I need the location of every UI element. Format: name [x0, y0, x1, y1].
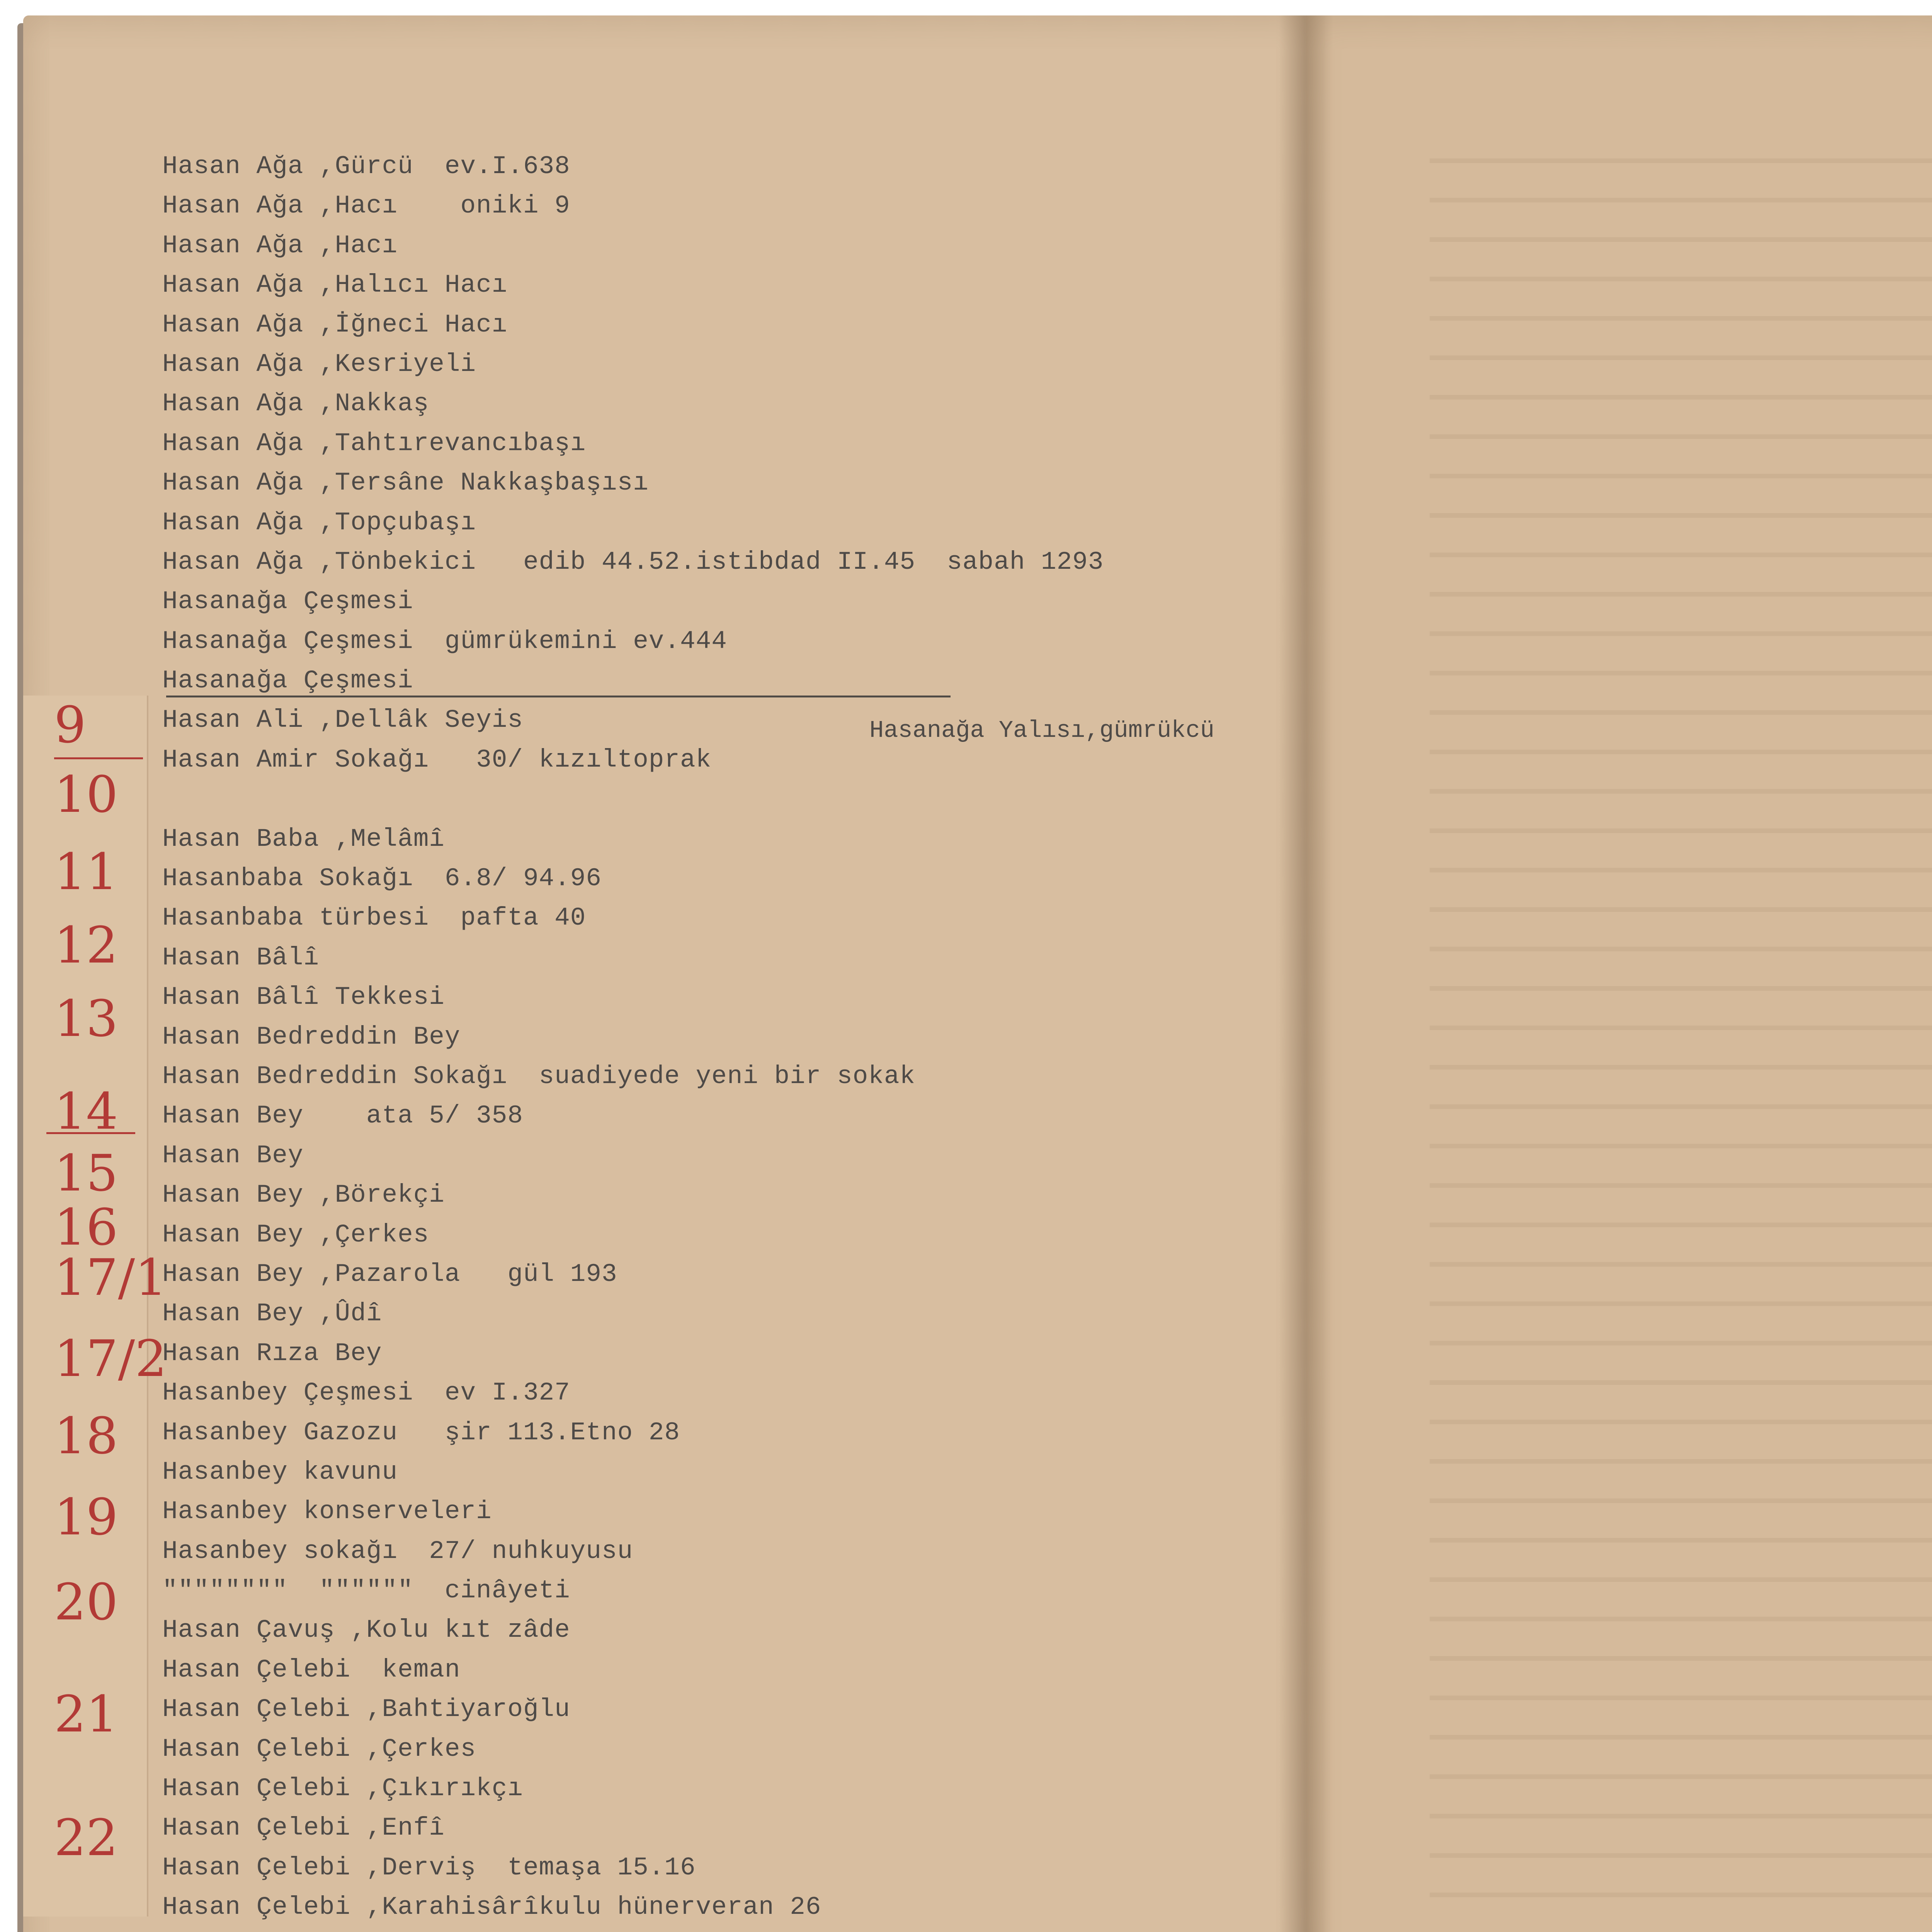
list-item: Hasan Çavuş ,Kolu kıt zâde [162, 1616, 570, 1645]
list-item: Hasan Ağa ,Tersâne Nakkaşbaşısı [162, 468, 649, 498]
ledger-number: 15 [54, 1144, 118, 1202]
list-item: Hasan Bey ata 5/ 358 [162, 1101, 523, 1131]
list-item: Hasanbaba türbesi pafta 40 [162, 903, 586, 933]
list-item: Hasan Bedreddin Sokağı suadiyede yeni bir sokak [162, 1061, 916, 1091]
list-item: Hasan Ağa ,Kesriyeli [162, 349, 476, 379]
entry-list [162, 147, 1244, 1932]
list-item: Hasanbey kavunu [162, 1457, 398, 1486]
ledger-number: 12 [54, 916, 118, 975]
ledger-number: 10 [54, 765, 118, 824]
list-item: Hasan Ağa ,İğneci Hacı [162, 310, 508, 339]
list-item: Hasan Amir Sokağı 30/ kızıltoprak [162, 745, 712, 774]
list-item: Hasan Çelebi ,Çerkes [162, 1734, 476, 1764]
list-item [162, 780, 1244, 819]
list-item: Hasan Bey ,Ûdî [162, 1299, 382, 1328]
section-divider [166, 696, 951, 697]
list-item: Hasanağa Çeşmesi [162, 587, 413, 616]
list-item: Hasan Bâlî Tekkesi [162, 983, 445, 1012]
red-underline [46, 1132, 135, 1134]
list-item: Hasan Çelebi ,Bahtiyaroğlu [162, 1695, 570, 1724]
list-item: Hasan Bey [162, 1141, 304, 1170]
list-item: Hasan Rıza Bey [162, 1338, 382, 1368]
ledger-number: 22 [54, 1808, 118, 1867]
ledger-number: 14 [54, 1082, 118, 1141]
list-item: Hasan Çelebi keman [162, 1655, 461, 1684]
ledger-number: 9 [54, 696, 86, 754]
list-item: Hasan Çelebi ,Karahisârîkulu hünerveran 26 [162, 1893, 821, 1922]
list-item: Hasan Bey ,Pazarola gül 193 [162, 1259, 617, 1289]
list-item: Hasan Ağa ,Hacı oniki 9 [162, 191, 570, 221]
list-item: Hasan Bey ,Börekçi [162, 1180, 445, 1210]
list-item: Hasan Bedreddin Bey [162, 1022, 461, 1051]
list-item: Hasanağa Çeşmesi [162, 666, 413, 696]
bleed-through-text [1430, 128, 1932, 1932]
list-item: Hasanbey Gazozu şir 113.Etno 28 [162, 1418, 680, 1447]
list-item: Hasan Ağa ,Tahtırevancıbaşı [162, 429, 586, 458]
ledger-number: 19 [54, 1488, 118, 1546]
list-item: Hasan Ağa ,Topçubaşı [162, 508, 476, 537]
side-note: Hasanağa Yalısı,gümrükcü [869, 717, 1214, 744]
list-item: Hasan Ağa ,Gürcü ev.I.638 [162, 152, 570, 181]
list-item: Hasanbaba Sokağı 6.8/ 94.96 [162, 864, 602, 893]
ledger-number: 16 [54, 1198, 118, 1257]
list-item: Hasan Çelebi ,Derviş temaşa 15.16 [162, 1853, 696, 1882]
list-item: Hasan Çelebi ,Enfî [162, 1813, 445, 1843]
ledger-number: 11 [54, 842, 118, 901]
list-item [162, 1927, 1244, 1932]
list-item: Hasan Bâlî [162, 943, 320, 972]
red-underline [54, 757, 143, 759]
list-item: Hasan Bey ,Çerkes [162, 1220, 429, 1249]
list-item: Hasan Ağa ,Hacı [162, 231, 398, 260]
list-item: Hasan Ali ,Dellâk Seyis [162, 706, 523, 735]
list-item: """""""" """""" cinâyeti [162, 1576, 570, 1605]
ledger-number: 18 [54, 1406, 118, 1465]
list-item: Hasanbey sokağı 27/ nuhkuyusu [162, 1536, 633, 1566]
list-item: Hasanağa Çeşmesi gümrükemini ev.444 [162, 626, 727, 656]
ledger-number: 20 [54, 1573, 118, 1631]
list-item: Hasan Ağa ,Nakkaş [162, 389, 429, 418]
list-item: Hasanbey konserveleri [162, 1497, 492, 1526]
list-item: Hasan Ağa ,Tönbekici edib 44.52.istibdad II.45 sabah 1293 [162, 547, 1104, 577]
ledger-number: 17/2 [54, 1329, 167, 1388]
book-gutter [1279, 15, 1333, 1932]
ledger-number: 13 [54, 989, 118, 1048]
list-item: Hasan Baba ,Melâmî [162, 824, 445, 854]
ledger-number: 17/1 [54, 1248, 167, 1307]
list-item: Hasan Ağa ,Halıcı Hacı [162, 270, 508, 300]
list-item: Hasanbey Çeşmesi ev I.327 [162, 1378, 570, 1408]
ledger-number: 21 [54, 1685, 118, 1743]
list-item: Hasan Çelebi ,Çıkırıkçı [162, 1774, 523, 1803]
